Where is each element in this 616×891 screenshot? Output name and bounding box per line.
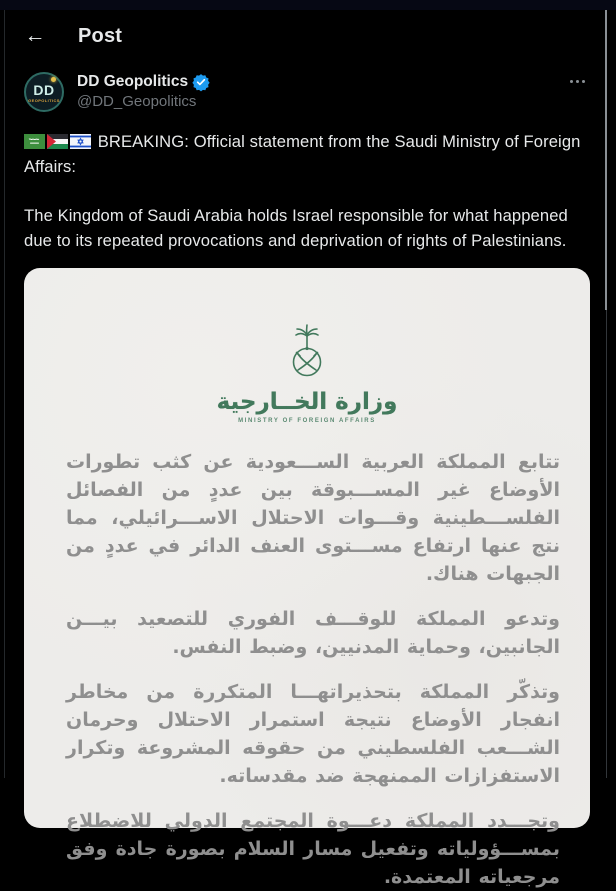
avatar[interactable] [24, 72, 64, 112]
author-row [24, 72, 587, 112]
scrollbar-thumb[interactable] [605, 10, 607, 310]
ministry-logo-block [24, 268, 590, 424]
author-handle[interactable]: @DD_Geopolitics [77, 93, 197, 110]
palestine-flag-icon [47, 134, 68, 149]
more-button[interactable] [568, 72, 587, 91]
saudi-arabia-flag-icon [24, 134, 45, 149]
saudi-emblem-icon [280, 324, 334, 385]
statement-paragraph-2: وتدعو المملكة للوقـــف الفوري للتصعيد بيـــن الجانبين، وحماية المدنيين، وضبط النفس. [66, 608, 560, 658]
tweet-paragraph-2: The Kingdom of Saudi Arabia holds Israel responsible for what happened due to its repeated provocations and deprivation of rights of Palestinians. [24, 206, 568, 250]
israel-flag-icon [70, 134, 91, 149]
avatar-subtext: GEOPOLITICS [28, 98, 60, 103]
tweet-paragraph-1: BREAKING: Official statement from the Saudi Ministry of Foreign Affairs: [24, 132, 581, 176]
statement-paragraph-3: وتذكّر المملكة بتحذيراتهـــا المتكررة من مخاطر انفجار الأوضاع نتيجة استمرار الاحتلال وحرمان الشـــعب الفلسطيني من حقوقه المشروعة وتكرار الاستفزازات الممنهجة ضد مقدساته. [66, 681, 560, 787]
timeline-column [4, 10, 607, 888]
ministry-name-arabic: وزارة الخــارجية [216, 389, 398, 415]
statement-text [24, 424, 590, 891]
avatar-monogram: DD [33, 82, 55, 98]
ministry-caption: MINISTRY OF FOREIGN AFFAIRS [238, 418, 376, 424]
statement-paragraph-1: تتابع المملكة العربية الســـعودية عن كثب تطورات الأوضاع غير المســـبوقة بين عددٍ من الفصائل الفلســـطينية وقـــوات الاحتلال الاســـرائيلي، مما نتج عنها ارتفاع مســـتوى العنف الدائر في عددٍ من الجبهات هناك. [66, 451, 560, 585]
author-display-name[interactable]: DD Geopolitics [77, 73, 189, 90]
back-arrow-icon: ← [24, 24, 46, 47]
page-title: Post [78, 24, 123, 47]
tweet-text [24, 129, 587, 253]
statement-paragraph-4: وتجـــدد المملكة دعـــوة المجتمع الدولي للاضطلاع بمســـؤولياته وتفعيل مسار السلام بصورة جادة وفق مرجعياته المعتمدة. [66, 810, 560, 888]
window-top-strip [0, 0, 616, 10]
verified-badge-icon [192, 73, 210, 91]
tweet-image-statement[interactable] [24, 268, 590, 888]
back-button[interactable] [18, 19, 52, 53]
post-header [24, 10, 587, 62]
more-icon [570, 80, 573, 83]
